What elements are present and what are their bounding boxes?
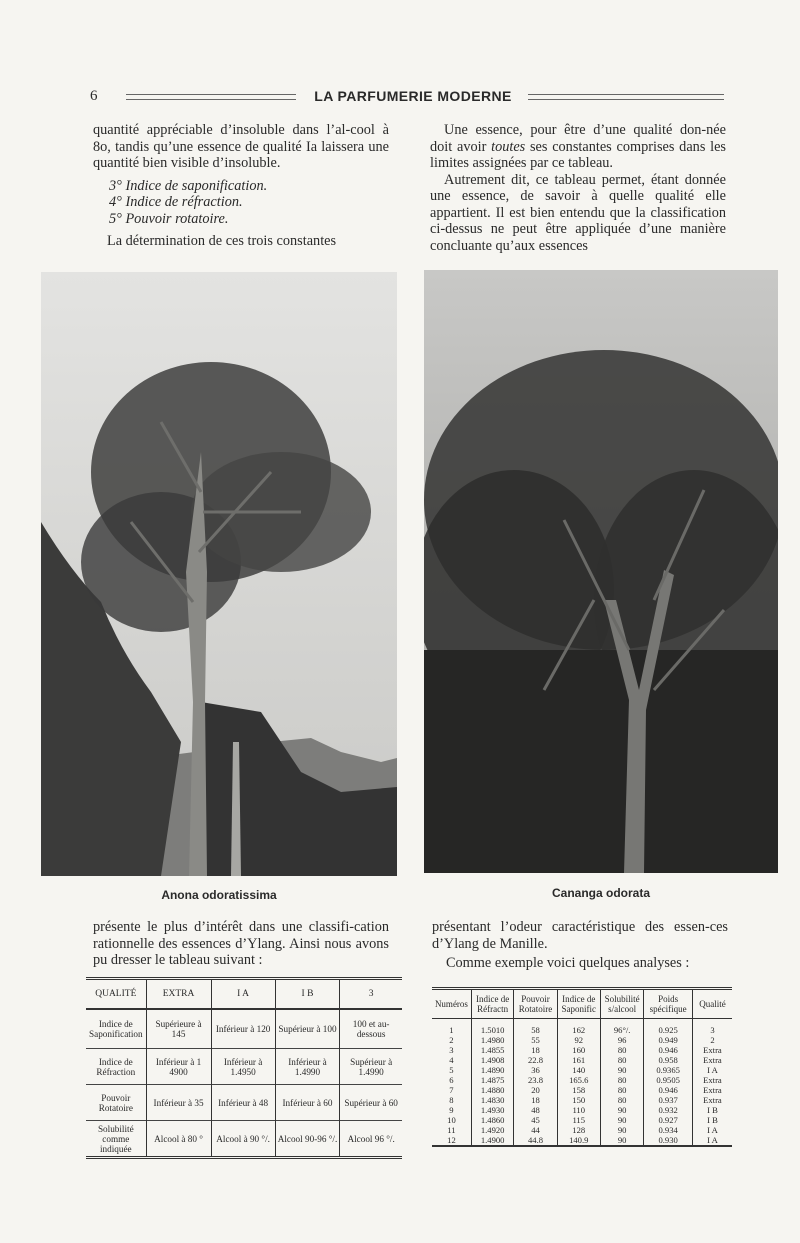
table-row <box>432 1019 732 1036</box>
table-cell: 80 <box>600 1085 643 1095</box>
right-bottom-text <box>432 919 728 972</box>
table-cell: 0.932 <box>644 1105 693 1115</box>
left-bottom-paragraph: présente le plus d’intérêt dans une classifi-cation rationnelle des essences d’Ylang. Ainsi nous avons pu dresser le tableau suivant : <box>93 919 389 968</box>
table-cell: 1.4855 <box>471 1045 514 1055</box>
table-cell: 92 <box>557 1035 600 1045</box>
table-row <box>432 1075 732 1085</box>
table-cell: 1.4900 <box>471 1135 514 1146</box>
table-cell: 20 <box>514 1085 557 1095</box>
table-cell: 128 <box>557 1125 600 1135</box>
column-header: QUALITÉ <box>86 979 146 1010</box>
table-cell: Inférieur à 1.4990 <box>275 1049 340 1085</box>
table-cell: 150 <box>557 1095 600 1105</box>
table-cell: 1.4875 <box>471 1075 514 1085</box>
table-cell: Solubilité comme indiquée <box>86 1121 146 1158</box>
table-cell: 0.9505 <box>644 1075 693 1085</box>
column-header: Numéros <box>432 989 471 1019</box>
table-cell: I A <box>692 1065 732 1075</box>
photo-caption-right: Cananga odorata <box>551 886 650 900</box>
table-row <box>86 1085 402 1121</box>
table-cell: 0.946 <box>644 1085 693 1095</box>
table-cell: I B <box>692 1115 732 1125</box>
table-cell: 161 <box>557 1055 600 1065</box>
table-cell: Supérieure à 145 <box>146 1009 211 1049</box>
table-cell: 115 <box>557 1115 600 1125</box>
table-cell: 140.9 <box>557 1135 600 1146</box>
table-cell: 6 <box>449 1075 454 1085</box>
table-cell: 158 <box>557 1085 600 1095</box>
table-cell: 1.4930 <box>471 1105 514 1115</box>
column-header: EXTRA <box>146 979 211 1010</box>
table-cell: 162 <box>557 1019 600 1036</box>
table-cell: 18 <box>514 1095 557 1105</box>
table-cell: 0.958 <box>644 1055 693 1065</box>
table-cell: 1.4980 <box>471 1035 514 1045</box>
photo-caption-left: Anona odoratissima <box>161 888 277 902</box>
table-cell: 7 <box>449 1085 454 1095</box>
table-row <box>432 1085 732 1095</box>
table-cell: 55 <box>514 1035 557 1045</box>
constants-list <box>109 178 389 228</box>
table-cell: 110 <box>557 1105 600 1115</box>
table-row <box>432 1135 732 1146</box>
table-cell: 80 <box>600 1055 643 1065</box>
analyses-table-body <box>432 1019 732 1147</box>
emphasis-toutes: toutes <box>491 138 526 155</box>
table-row <box>432 1045 732 1055</box>
column-header: Pouvoir Rotatoire <box>514 989 557 1019</box>
table-cell: 44.8 <box>514 1135 557 1146</box>
table-cell: Inférieur à 1 4900 <box>146 1049 211 1085</box>
table-cell: 5 <box>449 1065 454 1075</box>
table-cell: 1.4860 <box>471 1115 514 1125</box>
table-cell: Alcool 96 °/. <box>340 1121 402 1158</box>
left-top-column <box>93 122 389 250</box>
table-cell: 0.927 <box>644 1115 693 1125</box>
left-paragraph-1: quantité appréciable d’insoluble dans l’al-cool à 8o, tandis qu’une essence de qualité Ia laissera une quantité bien visible d’insoluble. <box>93 122 389 171</box>
header-rule-left <box>126 94 296 100</box>
table-cell: Pouvoir Rotatoire <box>86 1085 146 1121</box>
table-cell: 58 <box>514 1019 557 1036</box>
left-bottom-text <box>93 919 389 969</box>
table-cell: 0.937 <box>644 1095 693 1105</box>
table-cell: Extra <box>692 1085 732 1095</box>
table-row <box>86 1049 402 1085</box>
table-cell: 90 <box>600 1135 643 1146</box>
table-cell: 1.4890 <box>471 1065 514 1075</box>
table-cell: Alcool 90-96 °/. <box>275 1121 340 1158</box>
right-bottom-paragraph-1: présentant l’odeur caractéristique des essen-ces d’Ylang de Manille. <box>432 919 728 952</box>
table-cell: Indice de Saponification <box>89 1019 143 1039</box>
table-row <box>432 1115 732 1125</box>
table-cell: Inférieur à 1.4950 <box>211 1049 275 1085</box>
table-cell: 36 <box>514 1065 557 1075</box>
column-header: Solubilité s/alcool <box>600 989 643 1019</box>
table-cell: 11 <box>447 1125 456 1135</box>
table-cell: 0.9365 <box>644 1065 693 1075</box>
table-cell: 0.925 <box>644 1019 693 1036</box>
table-cell: 1 <box>449 1025 454 1035</box>
table-cell: 0.946 <box>644 1045 693 1055</box>
table-cell: 0.934 <box>644 1125 693 1135</box>
list-item: 3° Indice de saponification. <box>109 177 268 194</box>
quality-classification-table <box>86 977 402 1159</box>
table-cell: I A <box>692 1125 732 1135</box>
table-cell: 23.8 <box>514 1075 557 1085</box>
table-cell: 96 <box>600 1035 643 1045</box>
journal-title: LA PARFUMERIE MODERNE <box>314 88 512 104</box>
header-rule-right <box>528 94 724 100</box>
analyses-table <box>432 987 732 1147</box>
table-cell: Inférieur à 48 <box>211 1085 275 1121</box>
column-header: Indice de Saponific <box>557 989 600 1019</box>
table-cell: Extra <box>692 1075 732 1085</box>
table-cell: Supérieur à 100 <box>275 1009 340 1049</box>
left-paragraph-2: La détermination de ces trois constantes <box>107 233 337 249</box>
table-row <box>432 1035 732 1045</box>
right-paragraph-1: Une essence, pour être d’une qualité don-née doit avoir toutes ses constantes comprises dans les limites assignées par ce tableau. <box>430 122 726 171</box>
table-cell: Alcool à 90 °/. <box>211 1121 275 1158</box>
table-cell: 80 <box>600 1075 643 1085</box>
table-cell: 3 <box>449 1045 454 1055</box>
table-row <box>86 1009 402 1049</box>
table-cell: Inférieur à 120 <box>211 1009 275 1049</box>
table-cell: Extra <box>692 1055 732 1065</box>
table-cell: Indice de Réfraction <box>86 1049 146 1085</box>
list-item: 4° Indice de réfraction. <box>109 194 243 210</box>
table-cell: 3 <box>692 1019 732 1036</box>
photo-cananga-odorata <box>424 270 778 873</box>
table-cell: 18 <box>514 1045 557 1055</box>
table-cell: 1.4830 <box>471 1095 514 1105</box>
table-row <box>86 1121 402 1158</box>
table-cell: 1.4920 <box>471 1125 514 1135</box>
table-row <box>432 1125 732 1135</box>
table-cell: 140 <box>557 1065 600 1075</box>
table-cell: 90 <box>600 1115 643 1125</box>
table-cell: 80 <box>600 1095 643 1105</box>
table-cell: 90 <box>600 1065 643 1075</box>
table-row <box>432 1095 732 1105</box>
table-cell: 44 <box>514 1125 557 1135</box>
table-cell: 22.8 <box>514 1055 557 1065</box>
table-cell: 1.4880 <box>471 1085 514 1095</box>
right-top-column <box>430 122 726 254</box>
table-cell: 96°/. <box>600 1019 643 1036</box>
table-cell: 2 <box>692 1035 732 1045</box>
table-header-row <box>86 979 402 1010</box>
table-cell: Inférieur à 60 <box>275 1085 340 1121</box>
table-cell: Alcool à 80 ° <box>146 1121 211 1158</box>
column-header: Indice de Réfractn <box>471 989 514 1019</box>
table-cell: 90 <box>600 1105 643 1115</box>
table-cell: 4 <box>449 1055 454 1065</box>
table-cell: Inférieur à 35 <box>146 1085 211 1121</box>
table-cell: Extra <box>692 1095 732 1105</box>
page-number: 6 <box>90 88 98 104</box>
table-header-row <box>432 989 732 1019</box>
table-cell: Extra <box>692 1045 732 1055</box>
list-item: 5° Pouvoir rotatoire. <box>109 210 229 227</box>
table-cell: I A <box>692 1135 732 1146</box>
table-row <box>432 1105 732 1115</box>
table-cell: 10 <box>447 1115 456 1125</box>
column-header: I A <box>211 979 275 1010</box>
table-cell: 12 <box>447 1135 456 1145</box>
table-cell: 100 et au-dessous <box>340 1009 402 1049</box>
table-cell: 8 <box>449 1095 454 1105</box>
right-paragraph-2: Autrement dit, ce tableau permet, étant donnée une essence, de savoir à quelle qualité elle appartient. Il est bien entendu que la classification ci-dessus ne peut être appliquée d’une manière concluante qu’aux essences <box>430 171 726 254</box>
column-header: 3 <box>340 979 402 1010</box>
table-cell: 1.5010 <box>471 1019 514 1036</box>
table-cell: 9 <box>449 1105 454 1115</box>
table-cell: 2 <box>449 1035 454 1045</box>
table-cell: Supérieur à 60 <box>340 1085 402 1121</box>
table-cell: 1.4908 <box>471 1055 514 1065</box>
table-row <box>432 1055 732 1065</box>
table-cell: 160 <box>557 1045 600 1055</box>
column-header: Poids spécifique <box>644 989 693 1019</box>
table-cell: 165.6 <box>557 1075 600 1085</box>
table-cell: I B <box>692 1105 732 1115</box>
table-row <box>432 1065 732 1075</box>
table-cell: 80 <box>600 1045 643 1055</box>
table-cell: 48 <box>514 1105 557 1115</box>
table-cell: 45 <box>514 1115 557 1125</box>
table-cell: 0.930 <box>644 1135 693 1146</box>
table-cell: 0.949 <box>644 1035 693 1045</box>
column-header: Qualité <box>692 989 732 1019</box>
running-header <box>88 88 728 108</box>
column-header: I B <box>275 979 340 1010</box>
photo-anona-odoratissima <box>41 272 397 876</box>
table-cell: Supérieur à 1.4990 <box>340 1049 402 1085</box>
table-cell: 90 <box>600 1125 643 1135</box>
right-bottom-paragraph-2: Comme exemple voici quelques analyses : <box>446 955 690 971</box>
